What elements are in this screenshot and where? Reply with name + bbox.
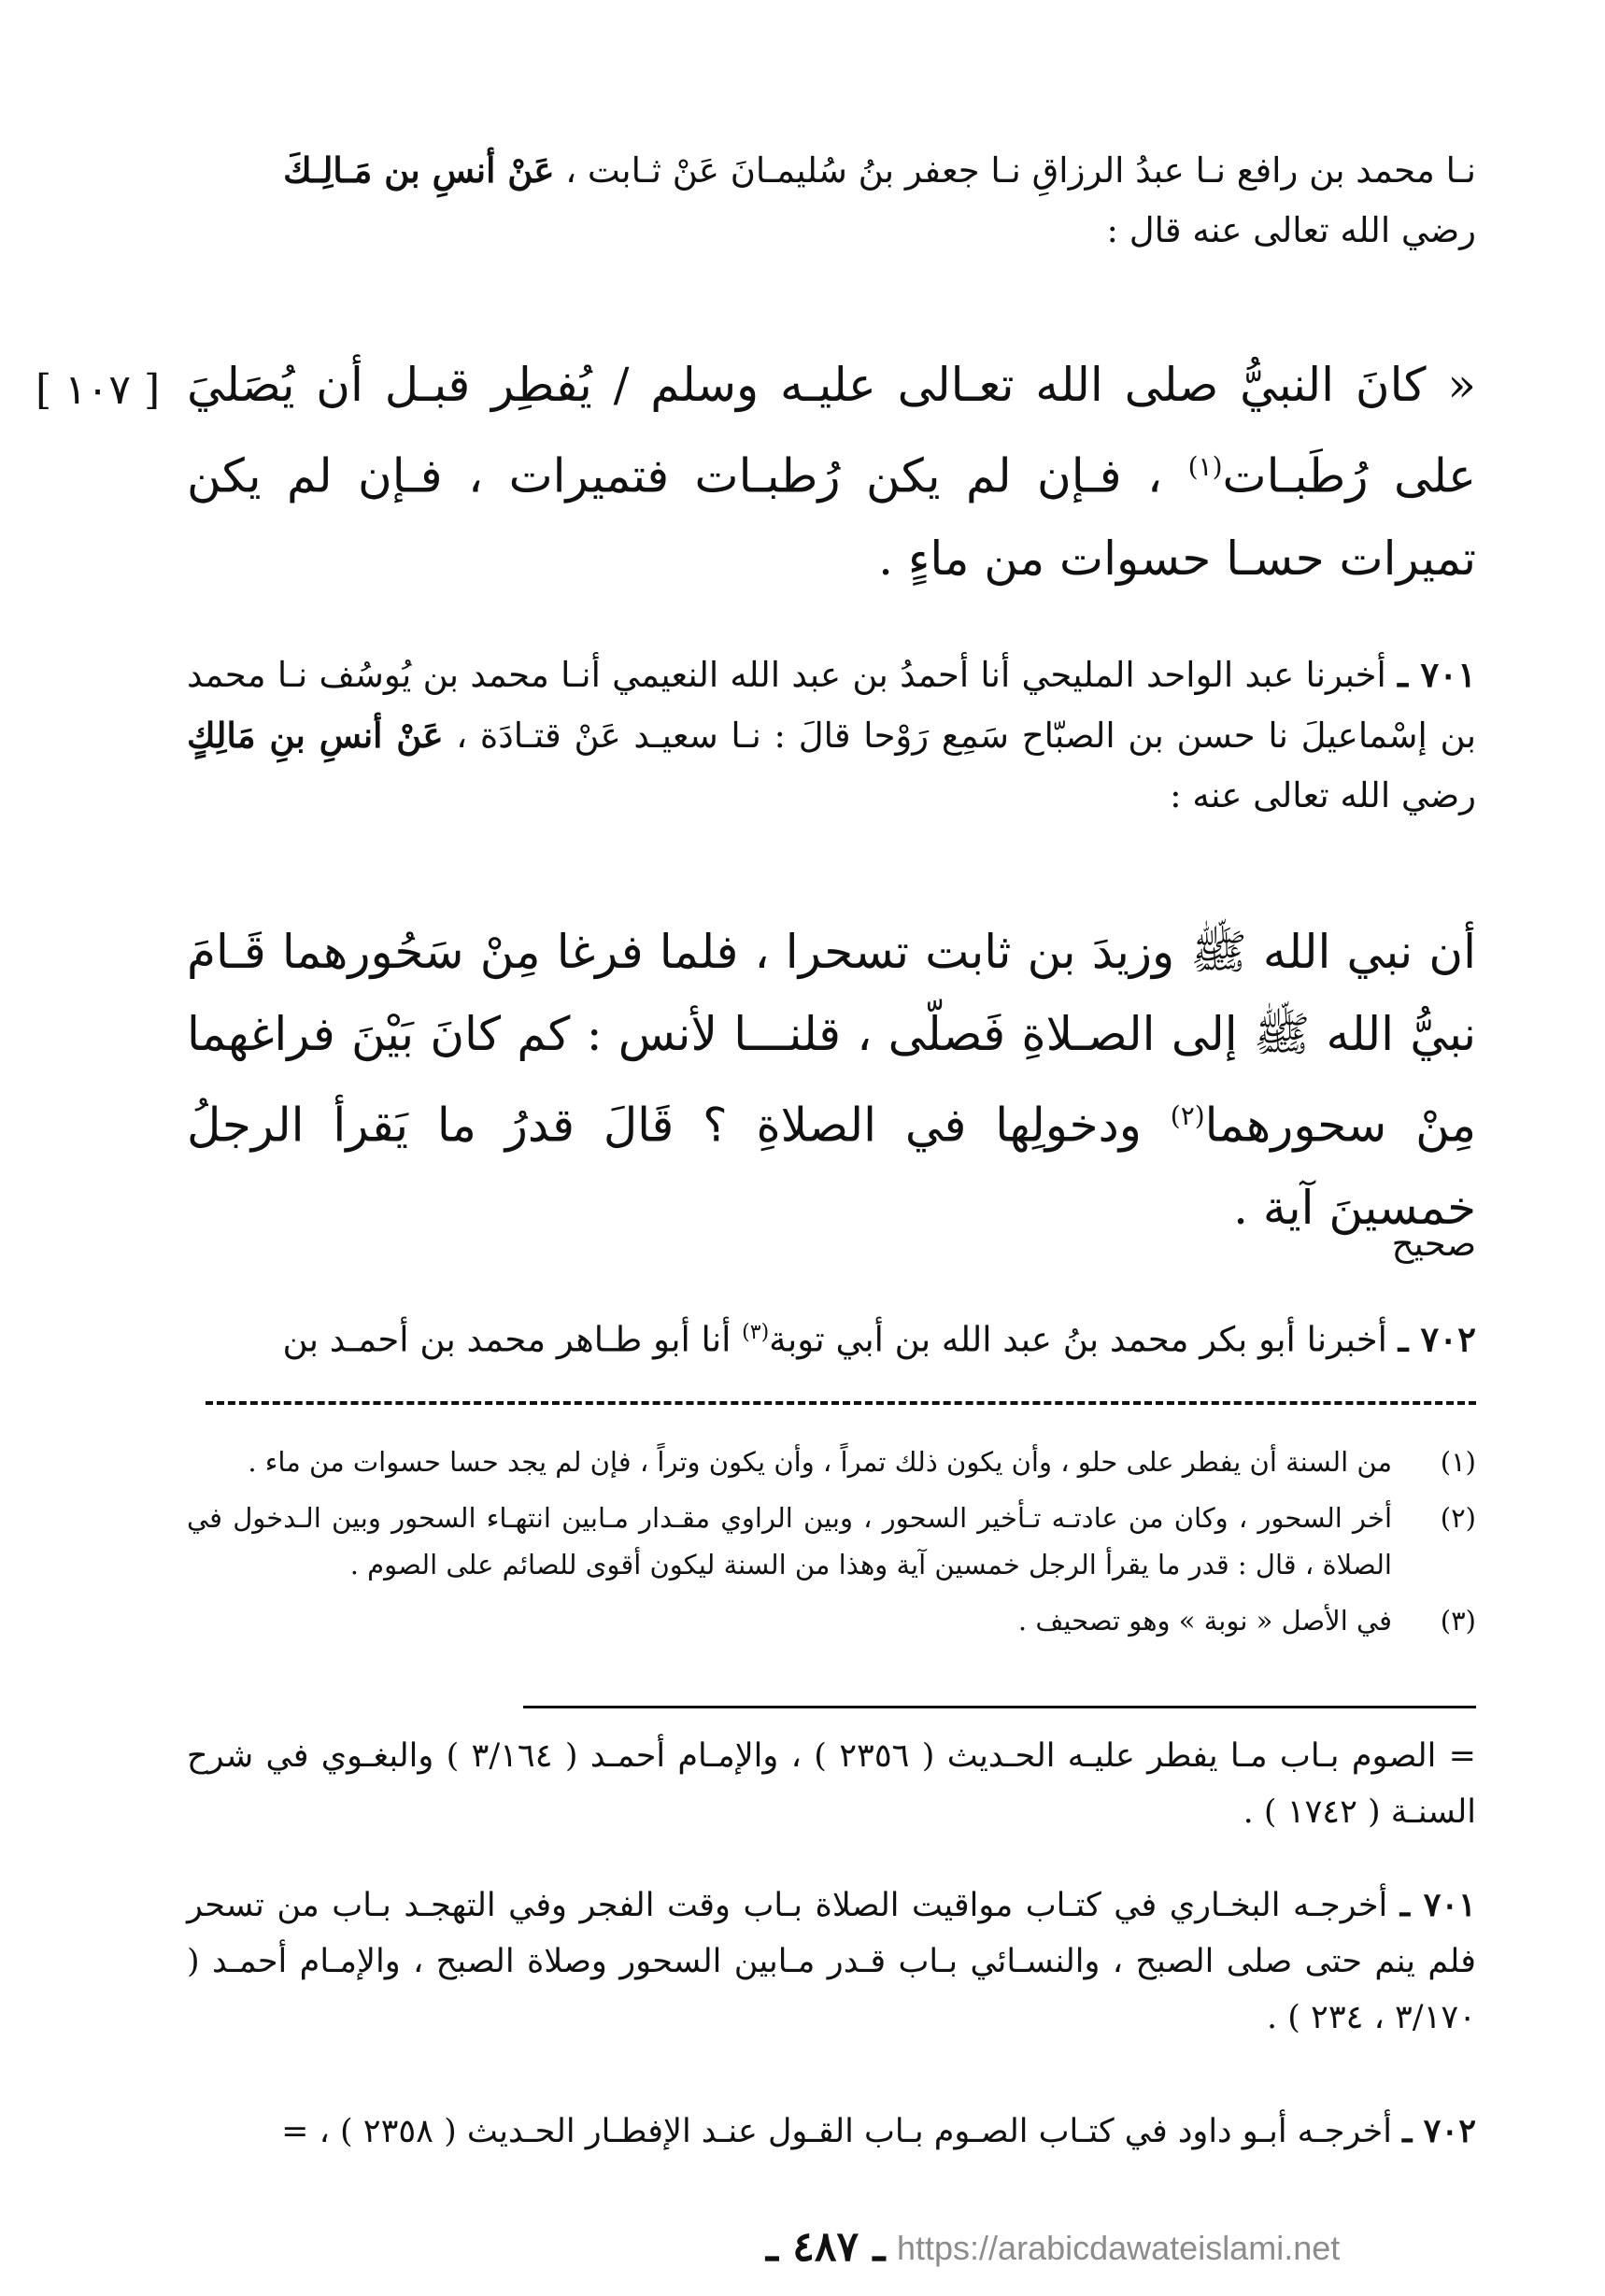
isnad-text-cont: أنا أبو طـاهر محمد بن أحمـد بن — [282, 1319, 743, 1360]
footnote-number: (٣) — [1440, 1605, 1476, 1637]
hadith-702-isnad — [187, 1303, 1476, 1369]
reference-text: أخرجـه البخـاري في كتـاب مواقيت الصلاة بـاب وقت الفجر وفي التهجـد بـاب من تسحر فلم ينم حتى صلى الصبح ، والنسـائي بـاب قـدر مـابين السحور وصلاة الصبح ، والإمـام أحمـد ( ٣/١٧٠ ، ٢٣٤ ) . — [187, 1887, 1476, 2036]
footnote-text: في الأصل « نوبة » وهو تصحيف . — [1017, 1605, 1392, 1637]
matn-text-cont: ودخولِها في الصلاةِ ؟ قَالَ قدرُ ما يَقرأ الرجلُ خمسينَ آية . — [187, 1098, 1476, 1235]
reference-item — [187, 1878, 1476, 2046]
isnad-text-cont: رضي الله تعالى عنه : — [1170, 775, 1476, 815]
footnote-item — [187, 1597, 1476, 1644]
footnotes — [187, 1439, 1476, 1644]
hadith-701-isnad — [187, 645, 1476, 826]
footnote-ref-1: (١) — [1187, 451, 1223, 482]
hadith-700-isnad — [187, 140, 1476, 261]
matn-text-cont: ، فـإن لم يكن رُطبـات فتميرات ، فـإن لم يكن تميرات حسـا حسوات من ماءٍ . — [187, 448, 1476, 586]
narrator-anas: عَنْ أنسِ بنِ مَالِكٍ — [187, 715, 444, 756]
references-separator — [523, 1706, 1476, 1708]
reference-text: = الصوم بـاب مـا يفطر عليـه الحـديث ( ٢٣٥٦ ) ، والإمـام أحمـد ( ٣/١٦٤ ) والبغـوي في شرح السنـة ( ١٧٤٢ ) . — [187, 1737, 1476, 1831]
footnote-item — [187, 1439, 1476, 1485]
isnad-text: أخبرنا أبو بكر محمد بنُ عبد الله بن أبي توبة — [769, 1319, 1399, 1360]
reference-text: أخرجـه أبـو داود في كتـاب الصـوم بـاب القـول عنـد الإفطـار الحـديث ( ٢٣٥٨ ) ، = — [281, 2113, 1403, 2150]
hadith-grading: صحيح — [1391, 1224, 1476, 1264]
hadith-700-matn — [187, 344, 1476, 600]
page-number: ـ ٤٨٧ ـ — [766, 2223, 886, 2271]
footnote-text: من السنة أن يفطر على حلو ، وأن يكون ذلك تمراً ، وأن يكون وتراً ، فإن لم يجد حسا حسوات من ماء . — [248, 1446, 1392, 1478]
isnad-text-cont: رضي الله تعالى عنه قال : — [1106, 210, 1476, 250]
footnote-number: (١) — [1440, 1446, 1476, 1478]
footnote-item — [187, 1495, 1476, 1588]
website-url[interactable]: https://arabicdawateislami.net — [897, 2229, 1341, 2267]
matn-text: « كانَ النبيُّ صلى الله تعـالى عليـه وسلم / يُفطِر قبـل أن يُصَليَ على رُطَبـات — [187, 358, 1477, 503]
margin-page-reference: [ ١٠٧ ] — [36, 366, 161, 414]
reference-number: ٧٠٢ ـ — [1402, 2112, 1476, 2150]
footnote-separator — [206, 1401, 1476, 1405]
footnote-ref-3: (٣) — [742, 1321, 770, 1344]
reference-item — [187, 1728, 1476, 1840]
hadith-number: ٧٠٢ ـ — [1398, 1318, 1476, 1360]
footnote-text: أخر السحور ، وكان من عادتـه تـأخير السحور ، وبين الراوي مقـدار مـابين انتهـاء السحور وبين الـدخول في الصلاة ، قال : قدر ما يقرأ الرجل خمسين آية وهذا من السنة ليكون أقوى للصائم على الصوم . — [187, 1502, 1392, 1580]
hadith-701-matn — [187, 911, 1476, 1249]
reference-item — [187, 2104, 1476, 2160]
reference-number: ٧٠١ ـ — [1399, 1886, 1476, 1924]
matn-text: أن نبي الله ﷺ وزيدَ بن ثابت تسحرا ، فلما فرغا مِنْ سَحُورهما قَـامَ نبيُّ الله ﷺ إلى الصـلاةِ فَصلّى ، قلنـــا لأنس : كم كانَ بَيْنَ فراغهما مِنْ سحورهما — [187, 925, 1477, 1153]
isnad-text: نـا محمد بن رافع نـا عبدُ الرزاقِ نـا جعفر بنُ سُليمـانَ عَنْ ثـابت ، — [554, 150, 1476, 191]
isnad-text: أخبرنا عبد الواحد المليحي أنا أحمدُ بن عبد الله النعيمي أنـا محمد بن يُوسُف نـا محمد بن إسْماعيلَ نا حسن بن الصبّاح سَمِع رَوْحا قالَ : نـا سعيـد عَنْ قتـادَة ، — [187, 655, 1477, 756]
footnote-number: (٢) — [1440, 1502, 1476, 1534]
narrator-anas: عَنْ أنسِ بن مَـالِـكَ — [283, 149, 555, 191]
hadith-number: ٧٠١ ـ — [1398, 654, 1476, 695]
footnote-ref-2: (٢) — [1170, 1100, 1205, 1131]
page-footer — [0, 2223, 1605, 2279]
